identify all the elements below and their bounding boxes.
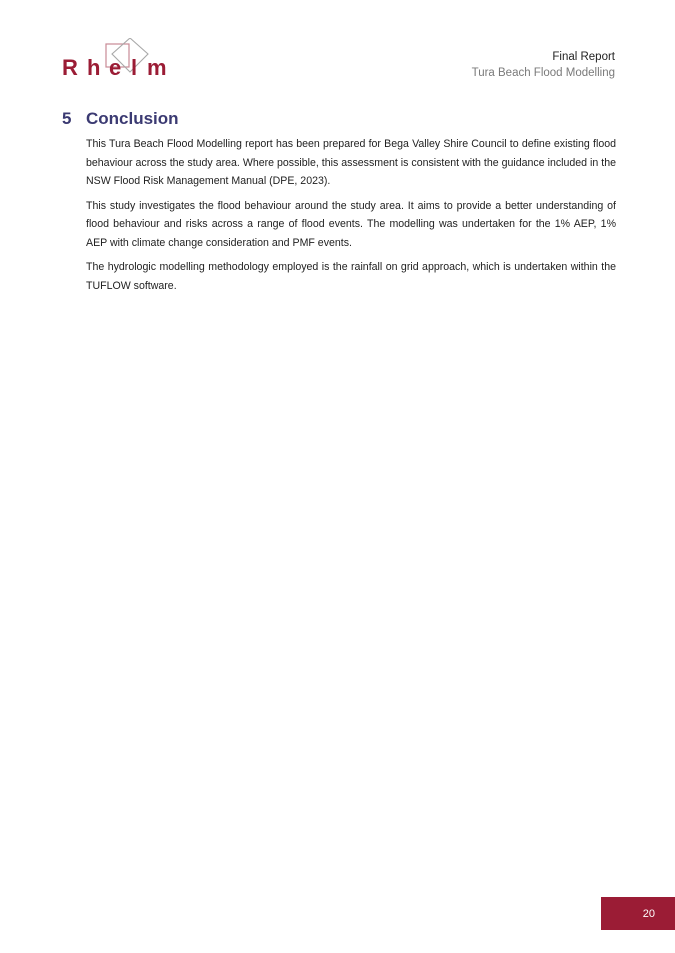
logo-mark-icon — [62, 38, 182, 80]
svg-text:h: h — [87, 55, 101, 80]
section-title: Conclusion — [86, 109, 179, 128]
document-header — [472, 49, 615, 81]
report-type: Final Report — [552, 51, 615, 63]
report-title: Tura Beach Flood Modelling — [471, 67, 615, 79]
svg-text:m: m — [147, 55, 167, 80]
paragraph: This study investigates the flood behaviour around the study area. It aims to provide a better understanding of flood behaviour and risks across a range of flood events. The modelling was undertaken for the 1% AEP, 1% AEP with climate change consideration and PMF events. — [86, 199, 616, 249]
paragraph: The hydrologic modelling methodology employed is the rainfall on grid approach, which is undertaken within the TUFLOW software. — [86, 261, 616, 292]
section-body — [86, 135, 616, 301]
section-number: 5 — [62, 109, 72, 128]
section-heading — [62, 109, 179, 129]
svg-text:e: e — [109, 55, 122, 80]
svg-text:l: l — [131, 55, 138, 80]
rhelm-logo — [62, 38, 182, 80]
page-number: 20 — [601, 897, 675, 930]
svg-text:R: R — [62, 55, 78, 80]
paragraph: This Tura Beach Flood Modelling report has been prepared for Bega Valley Shire Council to define existing flood behaviour across the study area. Where possible, this assessment is consistent with the guidance included in the NSW Flood Risk Management Manual (DPE, 2023). — [86, 138, 616, 187]
